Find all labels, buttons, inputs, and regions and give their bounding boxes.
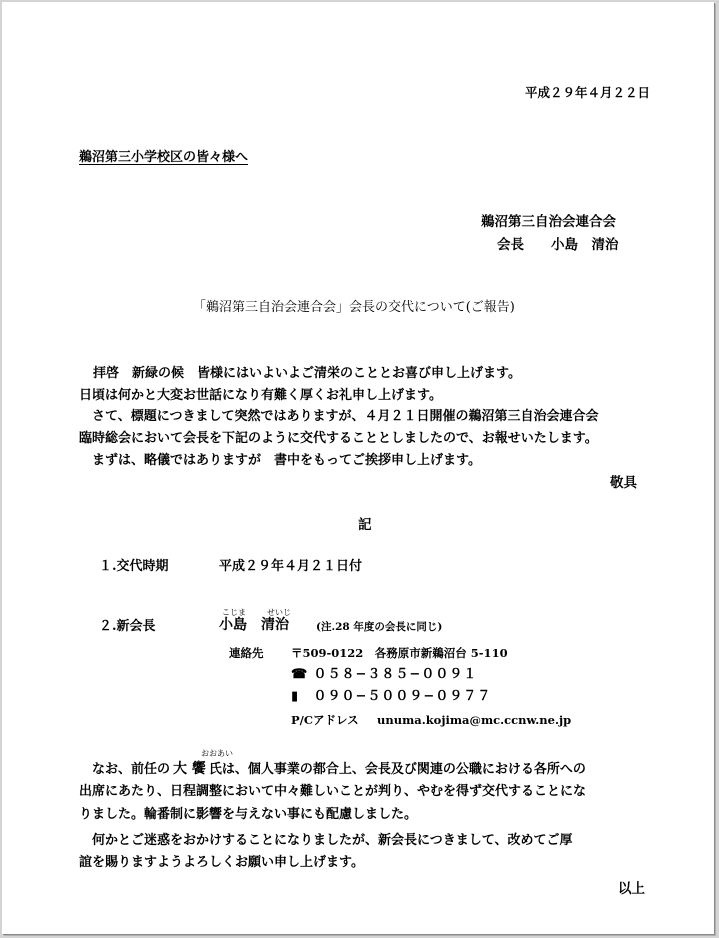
predecessor-name: 大 饗 — [173, 761, 206, 777]
telephone-icon: ☎ — [291, 667, 308, 682]
document-page — [2, 2, 714, 934]
contact-phone-row — [291, 667, 477, 683]
sender-title-name: 会長 小島 清治 — [497, 237, 619, 253]
closing-keigu: 敬具 — [610, 475, 637, 491]
contact-phone: ０５８−３８５−００９１ — [313, 667, 478, 682]
item2-label: ２.新会長 — [99, 619, 156, 634]
contact-address: 〒509-0122 各務原市新鵜沼台 5-110 — [291, 646, 508, 660]
document-date: 平成２９年４月２２日 — [525, 85, 651, 100]
contact-mobile-row — [291, 689, 491, 705]
contact-label: 連絡先 — [229, 646, 264, 660]
closing-ijou: 以上 — [618, 881, 645, 897]
body-line-1: 拝啓 新緑の候 皆様にはいよいよご清栄のこととお喜び申し上げます。 — [93, 366, 521, 381]
body-line-3: さて、標題につきまして突然ではありますが、４月２１日開催の鵜沼第三自治会連合会 — [92, 409, 599, 424]
addressee: 鵜沼第三小学校区の皆々様へ — [79, 150, 249, 165]
mobile-phone-icon: ▮ — [291, 689, 299, 704]
item1-value: 平成２９年４月２１日付 — [219, 559, 363, 574]
contact-email: unuma.kojima@mc.ccnw.ne.jp — [377, 713, 572, 727]
para2-line-1 — [92, 761, 586, 778]
ruby-given: せいじ — [267, 608, 291, 617]
ki-heading: 記 — [358, 517, 372, 533]
body-line-2: 日頃は何かと大変お世話になり有難く厚くお礼申し上げます。 — [79, 388, 442, 403]
body-line-5: まずは、略儀ではありますが 書中をもってご挨拶申し上げます。 — [92, 453, 481, 468]
ruby-predecessor: おおあい — [201, 749, 233, 758]
item1-label: １.交代時期 — [99, 559, 169, 574]
para2-line-5: 誼を賜りますようよろしくお願い申し上げます。 — [79, 855, 364, 870]
ruby-family: こじま — [222, 608, 246, 617]
body-line-4: 臨時総会において会長を下記のように交代することとしましたので、お報せいたします。 — [79, 431, 598, 446]
sender-org: 鵜沼第三自治会連合会 — [481, 214, 616, 230]
para2-line-4: 何かとご迷惑をおかけすることになりましたが、新会長につきまして、改めてご厚 — [92, 833, 573, 848]
contact-pc-label: P/Cアドレス — [291, 713, 359, 727]
new-president-name: 小島 清治 — [219, 617, 289, 633]
para2-prefix: なお、前任の — [92, 762, 171, 777]
para2-line-3: りました。輪番制に影響を与えない事にも配慮しました。 — [79, 807, 418, 822]
para2-line1-rest: 氏は、個人事業の都合上、会長及び関連の公職における各所への — [208, 762, 586, 777]
subject-line: 「鵜沼第三自治会連合会」会長の交代について(ご報告) — [193, 300, 515, 315]
contact-mobile: ０９０−５００９−０９７７ — [313, 689, 492, 704]
name-note: (注.28 年度の会長に同じ) — [316, 621, 443, 633]
para2-line-2: 出席にあたり、日程調整において中々難しいことが判り、やむを得ず交代することにな — [79, 784, 587, 799]
